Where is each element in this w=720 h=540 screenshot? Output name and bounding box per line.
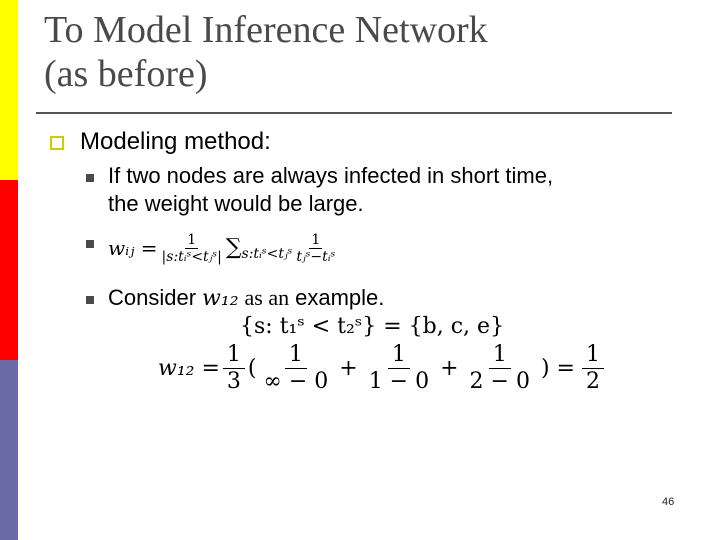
fraction-denominator: 3	[226, 369, 241, 394]
fraction-denominator: ∞ − 0	[263, 369, 329, 394]
fraction-numerator: 1	[187, 231, 197, 248]
filled-square-bullet-icon	[86, 240, 94, 248]
fraction-numerator: 1	[388, 342, 410, 369]
example-fraction-3	[365, 342, 433, 395]
example-fraction-1	[223, 342, 245, 395]
weight-formula-lhs: wᵢⱼ =	[108, 236, 158, 260]
fraction-denominator: |s:tᵢˢ<tⱼˢ|	[161, 248, 222, 265]
summation-symbol: ∑	[225, 235, 242, 260]
fraction-numerator: 1	[223, 342, 245, 369]
weight-formula-fraction-2	[294, 232, 337, 265]
fraction-numerator: 1	[582, 342, 604, 369]
left-bar-red	[0, 180, 18, 360]
sub-bullet-3	[86, 284, 384, 313]
bullet-3-text-c: example.	[295, 285, 385, 310]
close-paren-equals: ) =	[540, 356, 575, 381]
weight-formula-fraction-1	[160, 232, 224, 265]
title-line-1: To Model Inference Network	[44, 9, 488, 51]
bullet-3-text-a: Consider	[108, 285, 197, 310]
sub-bullet-1	[86, 162, 553, 218]
sub-bullet-2	[86, 228, 339, 268]
left-bar-purple	[0, 360, 18, 540]
filled-square-bullet-icon	[86, 296, 94, 304]
slide-title	[44, 8, 684, 96]
bullet-3-text-b: as an	[244, 285, 290, 310]
main-bullet-text: Modeling method:	[80, 128, 271, 155]
page-number: 46	[662, 496, 675, 508]
example-fraction-4	[466, 342, 534, 395]
bullet-1-line-1: If two nodes are always infected in short time,	[108, 163, 554, 188]
example-fraction-5	[582, 342, 604, 395]
summation-subscript: s:tᵢˢ<tⱼˢ	[241, 246, 293, 262]
left-bar-yellow	[0, 0, 18, 180]
weight-example-equation	[158, 342, 607, 395]
bullet-3-variable: w₁₂	[202, 286, 239, 311]
fraction-denominator: 2	[585, 369, 600, 394]
fraction-numerator: 1	[285, 342, 307, 369]
title-line-2: (as before)	[44, 53, 208, 95]
plus-sign: +	[339, 356, 358, 381]
fraction-numerator: 1	[489, 342, 511, 369]
example-lhs: w₁₂ =	[158, 356, 220, 381]
plus-sign: +	[440, 356, 459, 381]
example-fraction-2	[260, 342, 333, 395]
main-bullet	[50, 128, 271, 156]
set-equation: {s: t₁ˢ < t₂ˢ} = {b, c, e}	[240, 314, 505, 339]
bullet-1-line-2: the weight would be large.	[108, 191, 364, 216]
title-divider	[36, 112, 672, 114]
filled-square-bullet-icon	[86, 174, 94, 182]
fraction-numerator: 1	[311, 231, 321, 248]
fraction-denominator: tⱼˢ−tᵢˢ	[296, 248, 336, 265]
fraction-denominator: 1 − 0	[368, 369, 430, 394]
fraction-denominator: 2 − 0	[469, 369, 530, 394]
square-bullet-icon	[50, 136, 64, 150]
open-paren: (	[247, 356, 257, 381]
